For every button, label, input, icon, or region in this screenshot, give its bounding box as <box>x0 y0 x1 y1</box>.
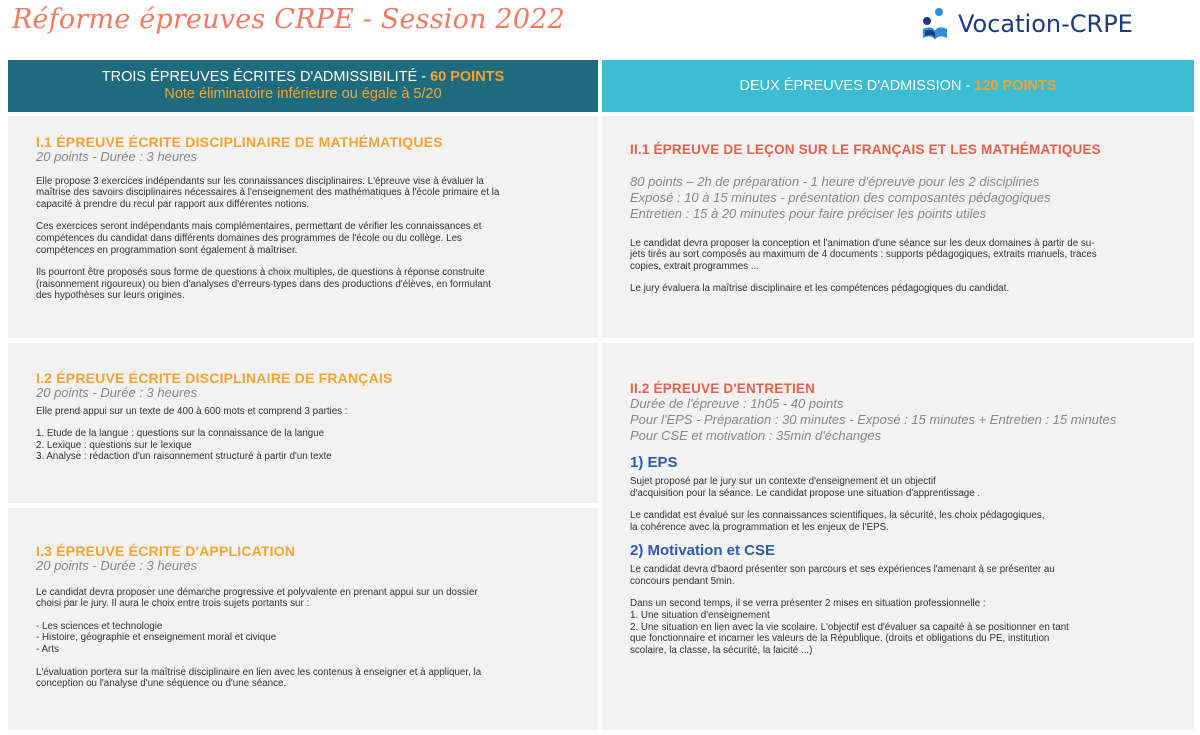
card-application <box>8 508 598 730</box>
text-line: (raisonnement rigoureux) ou bien d'analyses d'erreurs-types dans des productions d'élèves, en formulant <box>36 278 491 290</box>
card-francais-list <box>36 428 570 463</box>
card-lecon-para-2: Le jury évaluera la maîtrise disciplinaire et les compétences pédagogiques du candidat. <box>630 283 1010 295</box>
cse-para-1 <box>630 564 1166 587</box>
text-line: Sujet proposé par le jury sur un contexte d'enseignement et un objectif <box>630 476 936 488</box>
card-application-title: I.3 ÉPREUVE ÉCRITE D'APPLICATION <box>36 543 296 559</box>
list-item: 3. Analyse : rédaction d'un raisonnement structuré à partir d'un texte <box>36 451 332 463</box>
card-maths <box>8 116 598 338</box>
list-item: - Arts <box>36 643 59 655</box>
text-line: L'évaluation portera sur la maîtrise disciplinaire en lien avec les contenus à enseigner et à appliquer, la <box>36 666 482 678</box>
text-line: conception ou l'analyse d'une séquence ou d'une séance. <box>36 678 287 690</box>
text-line: que fonctionnaire et incarner les valeurs de la République. (droits et obligations du PE, institution <box>630 633 1050 645</box>
eps-para-1 <box>630 476 1166 499</box>
text-line: choisi par le jury. Il aura le choix entre trois sujets portants sur : <box>36 598 310 610</box>
text-line: concours pendant 5min. <box>630 575 735 587</box>
vocation-logo-icon <box>918 7 952 41</box>
text-line: scolaire, la classe, la sécurité, la laicité ...) <box>630 644 813 656</box>
card-maths-title: I.1 ÉPREUVE ÉCRITE DISCIPLINAIRE DE MATHÉMATIQUES <box>36 134 443 150</box>
text-line: 2. Une situation en lien avec la vie scolaire. L'objectif est d'évaluer sa capaité à se positionner en tant <box>630 621 1069 633</box>
admission-header-label: DEUX ÉPREUVES D'ADMISSION - <box>739 77 975 94</box>
text-line: 1. Une situation d'enseignement <box>630 609 770 621</box>
card-lecon <box>602 116 1194 338</box>
list-item: 2. Lexique : questions sur le lexique <box>36 439 192 451</box>
admissibility-points: 60 POINTS <box>430 69 505 85</box>
text-line: Ils pourront être proposés sous forme de questions à choix multiples, de questions à réponse construite <box>36 267 485 279</box>
brand <box>918 6 1133 42</box>
card-maths-para-2 <box>36 221 570 256</box>
meta-line: Entretien : 15 à 20 minutes pour faire préciser les points utiles <box>630 205 987 221</box>
admissibility-subtitle: Note éliminatoire inférieure ou égale à 5/20 <box>164 86 442 102</box>
text-line: capacité à prendre du recul par rapport aux différentes notions. <box>36 198 310 210</box>
text-line: d'acquisition pour la séance. Le candidat propose une situation d'apprentissage . <box>630 487 981 499</box>
card-entretien <box>602 343 1194 730</box>
text-line: des hypothèses sur leurs origines. <box>36 290 185 302</box>
card-francais-intro: Elle prend appui sur un texte de 400 à 600 mots et comprend 3 parties : <box>36 405 348 417</box>
text-line: Dans un second temps, il se verra présenter 2 mises en situation professionnelle : <box>630 598 986 610</box>
text-line: Le candidat devra proposer une démarche progressive et polyvalente en prenant appui sur un dossier <box>36 586 478 598</box>
eps-heading: 1) EPS <box>630 453 678 471</box>
card-maths-para-3 <box>36 267 570 302</box>
admission-points: 120 POINTS <box>974 77 1057 94</box>
meta-line: Durée de l'épreuve : 1h05 - 40 points <box>630 395 844 411</box>
card-lecon-para-1 <box>630 238 1166 273</box>
eps-para-2 <box>630 510 1166 533</box>
admissibility-header <box>8 60 598 112</box>
cse-para-2 <box>630 598 1166 656</box>
text-line: la cohérence avec la programmation et les enjeux de l'EPS. <box>630 521 889 533</box>
card-application-para-2 <box>36 667 570 690</box>
admissibility-header-label: TROIS ÉPREUVES ÉCRITES D'ADMISSIBILITÉ - <box>101 69 431 85</box>
card-lecon-meta <box>630 174 1166 222</box>
meta-line: Exposé : 10 à 15 minutes - présentation des composantes pédagogiques <box>630 189 1051 205</box>
list-item: 1. Etude de la langue : questions sur la connaissance de la langue <box>36 428 325 440</box>
text-line: copies, extrait programmes ... <box>630 260 760 272</box>
text-line: compétences en programmation sont également à maîtriser. <box>36 244 298 256</box>
cse-heading: 2) Motivation et CSE <box>630 541 776 559</box>
card-francais-title: I.2 ÉPREUVE ÉCRITE DISCIPLINAIRE DE FRANÇAIS <box>36 370 393 386</box>
card-francais <box>8 343 598 503</box>
text-line: maîtrise des savoirs disciplinaires nécessaires à l'enseignement des mathématiques à l'école primaire et la <box>36 187 500 199</box>
card-entretien-title: II.2 ÉPREUVE D'ENTRETIEN <box>630 381 816 396</box>
card-application-meta: 20 points - Durée : 3 heures <box>36 557 198 573</box>
card-francais-meta: 20 points - Durée : 3 heures <box>36 384 198 400</box>
card-application-list <box>36 621 570 656</box>
brand-name: Vocation-CRPE <box>958 10 1133 38</box>
text-line: jets tirés au sort composés au maximum de 4 documents : supports pédagogiques, extraits manuels, traces <box>630 249 1097 261</box>
text-line: Elle propose 3 exercices indépendants sur les connaissances disciplinaires. L'épreuve vise à évaluer la <box>36 175 484 187</box>
text-line: Le candidat devra d'baord présenter son parcours et ses expériences l'amenant à se présenter au <box>630 564 1055 576</box>
admission-header <box>602 60 1194 112</box>
text-line: compétences du candidat dans différents domaines des programmes de l'école ou du collège. Les <box>36 232 462 244</box>
text-line: Le candidat devra proposer la conception et l'animation d'une séance sur les deux domaines à partir de su- <box>630 237 1095 249</box>
admissibility-header-line1 <box>102 69 504 86</box>
card-lecon-title: II.1 ÉPREUVE DE LEÇON SUR LE FRANÇAIS ET LES MATHÉMATIQUES <box>630 142 1101 157</box>
list-item: - Les sciences et technologie <box>36 620 163 632</box>
page-title: Réforme épreuves CRPE - Session 2022 <box>12 4 565 35</box>
meta-line: Pour l'EPS - Préparation : 30 minutes - Exposé : 15 minutes + Entretien : 15 minutes <box>630 411 1117 427</box>
meta-line: Pour CSE et motivation : 35min d'échanges <box>630 427 882 443</box>
card-maths-meta: 20 points - Durée : 3 heures <box>36 148 198 164</box>
list-item: - Histoire, géographie et enseignement moral et civique <box>36 632 277 644</box>
admission-header-line <box>739 78 1056 95</box>
text-line: Le candidat est évalué sur les connaissances scientifiques, la sécurité, les choix pédagogiques, <box>630 510 1045 522</box>
card-entretien-meta <box>630 396 1166 444</box>
card-application-para-1 <box>36 587 570 610</box>
card-maths-para-1 <box>36 176 570 211</box>
meta-line: 80 points – 2h de préparation - 1 heure d'épreuve pour les 2 disciplines <box>630 173 1040 189</box>
text-line: Ces exercices seront indépendants mais complémentaires, permettant de vérifier les connaissances et <box>36 221 482 233</box>
